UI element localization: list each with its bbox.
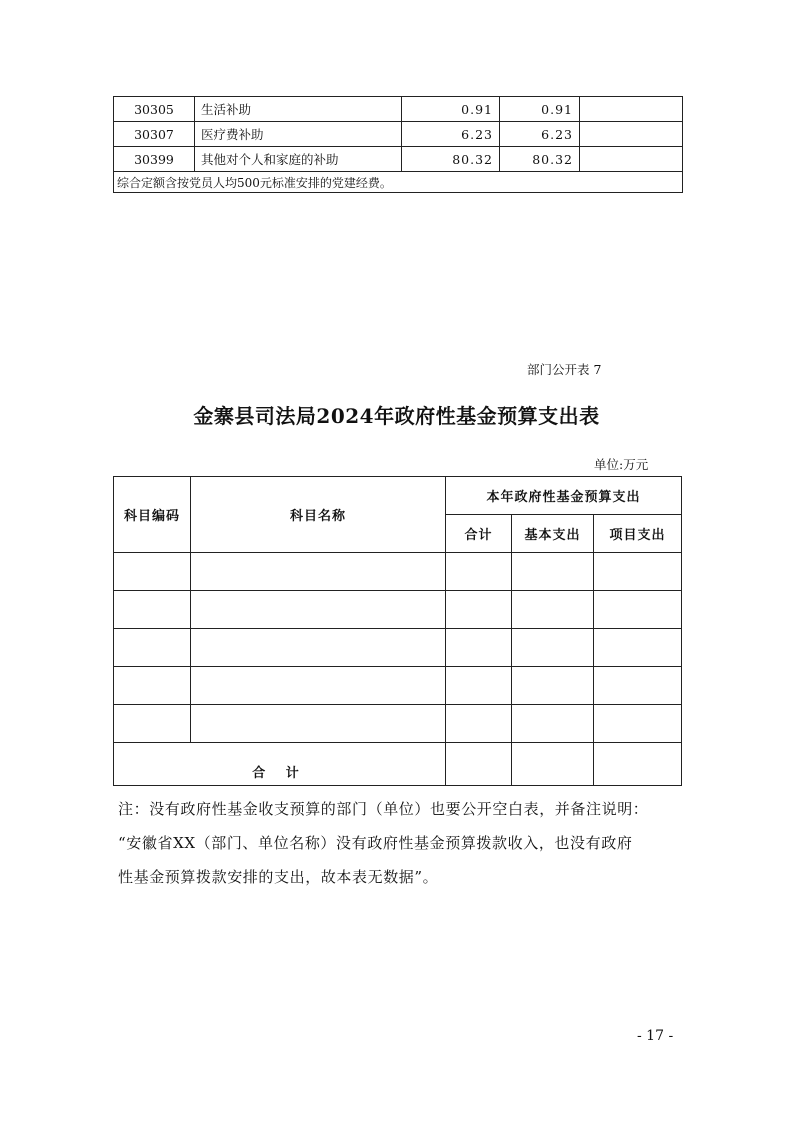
row-value: 80.32: [402, 147, 500, 172]
table-row: [114, 97, 683, 122]
header-group: 本年政府性基金预算支出: [446, 477, 682, 515]
row-value: [580, 147, 683, 172]
notes: [118, 792, 678, 894]
header-name: 科目名称: [191, 477, 446, 553]
total-row: [114, 743, 682, 786]
note-line: “安徽省XX（部门、单位名称）没有政府性基金预算拨款收入，也没有政府: [118, 834, 633, 852]
row-name: 其他对个人和家庭的补助: [195, 147, 402, 172]
table-row: [114, 629, 682, 667]
table-number: 部门公开表 7: [527, 362, 602, 377]
header-row: [114, 477, 682, 515]
unit-label: 单位:万元: [594, 457, 649, 472]
page-title: 金寨县司法局2024年政府性基金预算支出表: [193, 404, 600, 428]
header-basic: 基本支出: [512, 515, 594, 553]
row-code: 30305: [114, 97, 195, 122]
row-name: 医疗费补助: [195, 122, 402, 147]
row-value: [580, 122, 683, 147]
table-note-row: [114, 172, 683, 193]
table-row: [114, 705, 682, 743]
row-value: 0.91: [500, 97, 580, 122]
table-row: [114, 667, 682, 705]
row-value: 6.23: [402, 122, 500, 147]
header-code: 科目编码: [114, 477, 191, 553]
row-value: 6.23: [500, 122, 580, 147]
row-value: 0.91: [402, 97, 500, 122]
total-label: 合 计: [114, 743, 446, 786]
row-code: 30307: [114, 122, 195, 147]
fund-budget-table: [113, 476, 682, 786]
row-code: 30399: [114, 147, 195, 172]
row-name: 生活补助: [195, 97, 402, 122]
note-line: 注：没有政府性基金收支预算的部门（单位）也要公开空白表，并备注说明：: [118, 800, 649, 818]
table-row: [114, 591, 682, 629]
table-note: 综合定额含按党员人均500元标准安排的党建经费。: [114, 172, 683, 193]
page-number: - 17 -: [637, 1028, 674, 1044]
header-total: 合计: [446, 515, 512, 553]
table-row: [114, 553, 682, 591]
header-project: 项目支出: [594, 515, 682, 553]
note-line: 性基金预算拨款安排的支出，故本表无数据”。: [118, 868, 439, 886]
previous-table-continuation: [113, 96, 683, 193]
table-row: [114, 122, 683, 147]
table-row: [114, 147, 683, 172]
row-value: [580, 97, 683, 122]
row-value: 80.32: [500, 147, 580, 172]
